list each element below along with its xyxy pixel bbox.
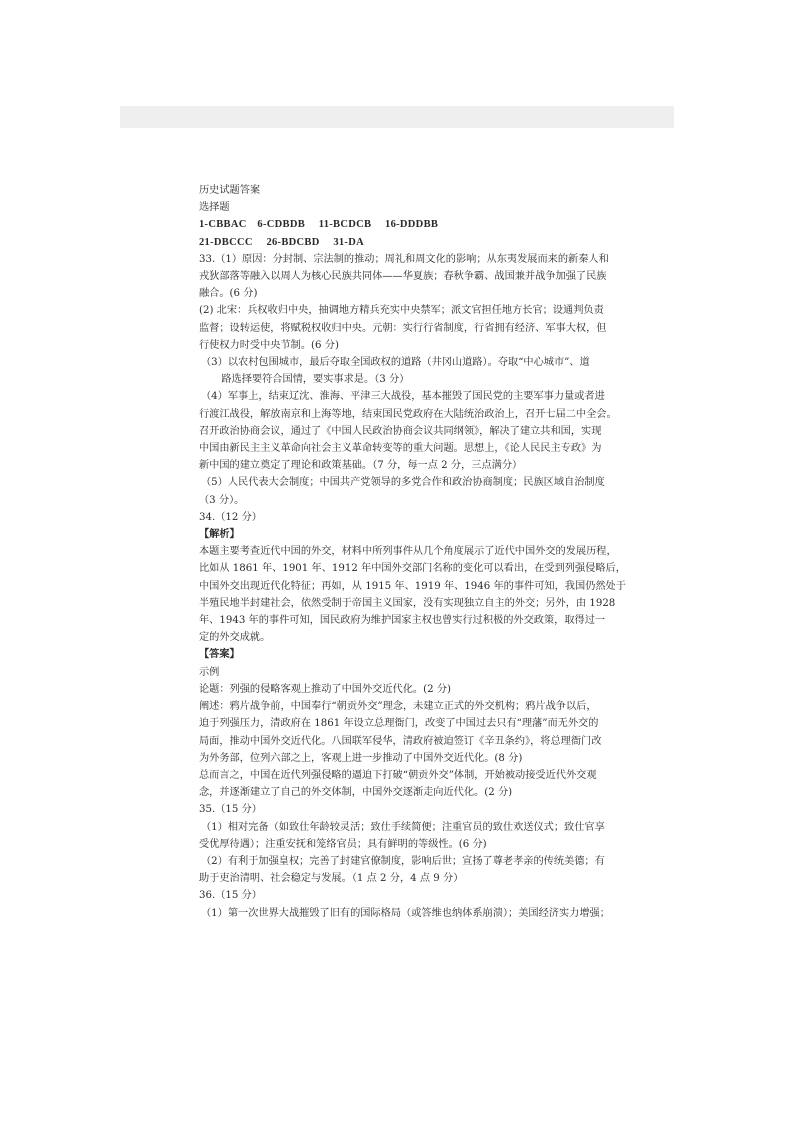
q34-line: 年、1943 年的事件可知，国民政府为维护国家主权也曾实行过积极的外交政策，取得过一 — [199, 615, 606, 627]
analysis-heading: 【解析】 — [199, 528, 240, 541]
q33-line: 路选择要符合国情，要实事求是。（3 分） — [201, 374, 410, 386]
doc-title: 历史试题答案 — [199, 185, 261, 196]
q34-line: 比如从 1861 年、1901 年、1912 年中国外交部门名称的变化可以看出，在受到列强侵略后， — [199, 563, 626, 575]
answer-document — [199, 182, 639, 922]
answer-heading: 【答案】 — [199, 648, 240, 661]
q33-line: 新中国的建立奠定了理论和政策基础。（7 分，每一点 2 分，三点满分） — [199, 460, 523, 472]
q34-line: 定的外交成就。 — [199, 632, 271, 644]
q35-line: 助于吏治清明、社会稳定与发展。（1 点 2 分，4 点 9 分） — [199, 873, 464, 885]
q33-line: 33.（1）原因：分封制、宗法制的推动；周礼和周文化的影响；从东夷发展而来的新秦人和 — [199, 253, 609, 265]
header-band — [120, 106, 674, 128]
q34-line: 中国外交出现近代化特征；再如，从 1915 年、1919 年、1946 年的事件可知，我国仍然处于 — [199, 580, 626, 592]
q33-line: 召开政治协商会议，通过了《中国人民政治协商会议共同纲领》，解决了建立共和国，实现 — [199, 425, 602, 437]
q34-line: 为外务部，位列六部之上，客观上进一步推动了中国外交近代化。(8 分) — [199, 752, 523, 764]
q33-line: （5）人民代表大会制度；中国共产党领导的多党合作和政治协商制度；民族区域自治制度 — [201, 477, 605, 489]
example-label: 示例 — [199, 666, 220, 678]
q33-line: 行渡江战役，解放南京和上海等地，结束国民党政府在大陆统治政治上，召开七届二中全会。 — [199, 408, 617, 420]
q33-line: （3 分）。 — [199, 494, 245, 506]
q34-line: 半殖民地半封建社会，依然受制于帝国主义国家，没有实现独立自主的外交；另外，由 1928 — [199, 597, 616, 609]
q34-line: 论题：列强的侵略客观上推动了中国外交近代化。(2 分) — [199, 683, 451, 695]
q36-heading: 36.（15 分） — [199, 890, 262, 902]
q34-line: 局面，推动中国外交近代化。八国联军侵华，清政府被迫签订《辛丑条约》，将总理衙门改 — [199, 735, 602, 747]
q33-line: 戎狄部落等融入以周人为核心民族共同体——华夏族；春秋争霸、战国兼并战争加强了民族 — [199, 271, 607, 283]
q34-line: 阐述：鸦片战争前，中国奉行“朝贡外交”理念，未建立正式的外交机构；鸦片战争以后， — [199, 701, 597, 713]
q34-line: 迫于列强压力，清政府在 1861 年设立总理衙门，改变了中国过去只有“理藩”而无外交的 — [199, 718, 599, 730]
q35-line: （2）有利于加强皇权；完善了封建官僚制度，影响后世；宣扬了尊老孝亲的传统美德；有 — [201, 855, 605, 867]
section-heading: 选择题 — [199, 202, 230, 214]
q35-line: 受优厚待遇）；注重安抚和笼络官员；具有鲜明的等级性。(6 分) — [199, 838, 487, 850]
q33-line: 中国由新民主主义革命向社会主义革命转变等的重大问题。思想上，《论人民民主专政》为 — [199, 443, 602, 455]
q34-line: 总而言之，中国在近代列强侵略的逼迫下打破“朝贡外交”体制，开始被动接受近代外交观 — [199, 769, 597, 781]
answer-key-line-1: 1-CBBAC 6-CDBDB 11-BCDCB 16-DDDBB — [199, 219, 439, 231]
q33-line: 融合。(6 分) — [199, 288, 258, 300]
q33-line: （4）军事上，结束辽沈、淮海、平津三大战役，基本摧毁了国民党的主要军事力量或者进 — [201, 391, 605, 403]
q33-line: （3）以农村包围城市，最后夺取全国政权的道路（井冈山道路）。夺取“中心城市”、道 — [201, 357, 590, 369]
q33-line: 监督；设转运使，将赋税权收归中央。元朝：实行行省制度，行省拥有经济、军事大权，但 — [199, 322, 607, 334]
q35-heading: 35.（15 分） — [199, 804, 262, 816]
q35-line: （1）相对完备（如致仕年龄较灵活；致仕手续简便；注重官员的致仕欢送仪式；致仕官享 — [201, 821, 605, 833]
q33-line: 行使权力时受中央节制。(6 分) — [199, 339, 339, 351]
answer-key-line-2: 21-DBCCC 26-BDCBD 31-DA — [199, 236, 364, 248]
q33-line: (2) 北宋：兵权收归中央，抽调地方精兵充实中央禁军；派文官担任地方长官；设通判负责 — [199, 305, 604, 317]
q34-line: 念，并逐渐建立了自己的外交体制，中国外交逐渐走向近代化。(2 分) — [199, 787, 513, 799]
q34-heading: 34.（12 分） — [199, 511, 262, 523]
q34-line: 本题主要考查近代中国的外交，材料中所列事件从几个角度展示了近代中国外交的发展历程， — [199, 546, 617, 558]
q36-line: （1）第一次世界大战摧毁了旧有的国际格局（或答维也纳体系崩溃）；美国经济实力增强； — [201, 907, 610, 919]
